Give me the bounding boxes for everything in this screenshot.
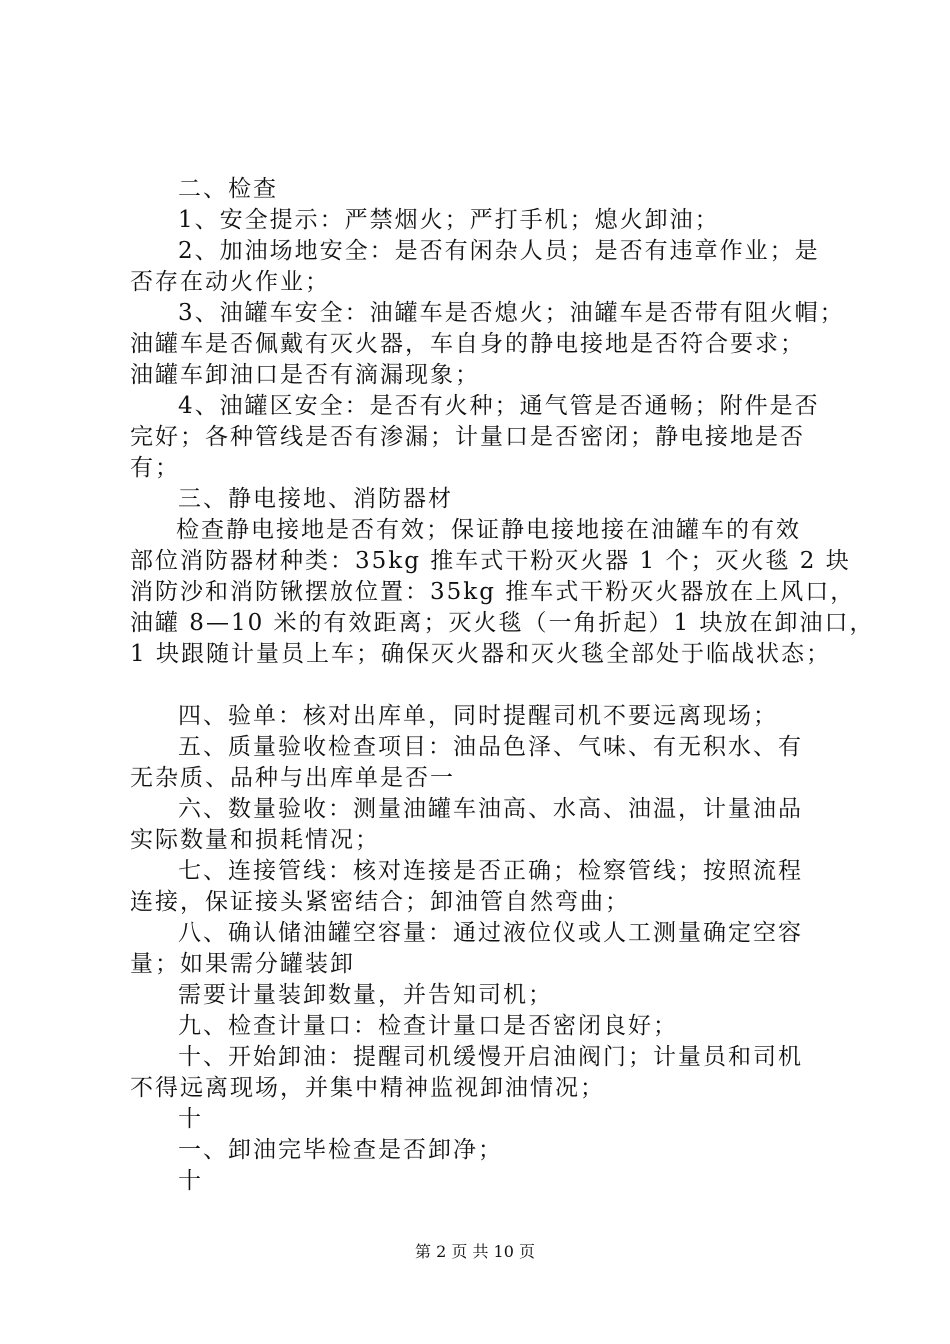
paragraph-line: 4、油罐区安全：是否有火种；通气管是否通畅；附件是否 (178, 393, 820, 419)
paragraph-line: 无杂质、品种与出库单是否一 (130, 765, 455, 791)
section-heading: 五、质量验收检查项目：油品色泽、气味、有无积水、有 (178, 734, 803, 760)
paragraph-line: 油罐车是否佩戴有灭火器，车自身的静电接地是否符合要求； (130, 331, 805, 357)
paragraph-line: 需要计量装卸数量，并告知司机； (178, 982, 553, 1008)
paragraph-line: 2、加油场地安全：是否有闲杂人员；是否有违章作业；是 (178, 238, 820, 264)
section-heading: 七、连接管线：核对连接是否正确；检察管线；按照流程 (178, 858, 803, 884)
section-heading: 九、检查计量口：检查计量口是否密闭良好； (178, 1013, 678, 1039)
paragraph-line: 实际数量和损耗情况； (130, 827, 380, 853)
paragraph-line: 部位消防器材种类：35kg 推车式干粉灭火器 1 个；灭火毯 2 块 (130, 548, 851, 574)
paragraph-line: 检查静电接地是否有效；保证静电接地接在油罐车的有效 (176, 517, 801, 543)
paragraph-line: 量；如果需分罐装卸 (130, 951, 355, 977)
section-heading: 二、检查 (178, 176, 278, 202)
section-heading: 三、静电接地、消防器材 (178, 486, 453, 512)
paragraph-line: 有； (130, 455, 180, 481)
blank-line (130, 670, 835, 701)
paragraph-line: 油罐 8—10 米的有效距离；灭火毯（一角折起）1 块放在卸油口， (130, 610, 875, 636)
paragraph-line: 1 块跟随计量员上车；确保灭火器和灭火毯全部处于临战状态； (130, 641, 831, 667)
paragraph-line: 完好；各种管线是否有渗漏；计量口是否密闭；静电接地是否 (130, 424, 805, 450)
section-heading: 十 (178, 1168, 203, 1194)
page-number: 第 2 页 共 10 页 (415, 1242, 535, 1261)
section-heading: 十、开始卸油：提醒司机缓慢开启油阀门；计量员和司机 (178, 1044, 803, 1070)
paragraph-line: 油罐车卸油口是否有滴漏现象； (130, 362, 480, 388)
paragraph-line: 连接，保证接头紧密结合；卸油管自然弯曲； (130, 889, 630, 915)
paragraph-line: 3、油罐车安全：油罐车是否熄火；油罐车是否带有阻火帽； (178, 300, 845, 326)
section-heading: 六、数量验收：测量油罐车油高、水高、油温，计量油品 (178, 796, 803, 822)
document-body (130, 174, 875, 1197)
paragraph-line: 否存在动火作业； (130, 269, 330, 295)
paragraph-line: 一、卸油完毕检查是否卸净； (178, 1137, 503, 1163)
paragraph-line: 消防沙和消防锹摆放位置：35kg 推车式干粉灭火器放在上风口， (130, 579, 856, 605)
section-heading: 十 (178, 1106, 203, 1132)
section-heading: 八、确认储油罐空容量：通过液位仪或人工测量确定空容 (178, 920, 803, 946)
paragraph-line: 不得远离现场，并集中精神监视卸油情况； (130, 1075, 605, 1101)
paragraph-line: 1、安全提示：严禁烟火；严打手机；熄火卸油； (178, 207, 720, 233)
section-heading: 四、验单：核对出库单，同时提醒司机不要远离现场； (178, 703, 778, 729)
